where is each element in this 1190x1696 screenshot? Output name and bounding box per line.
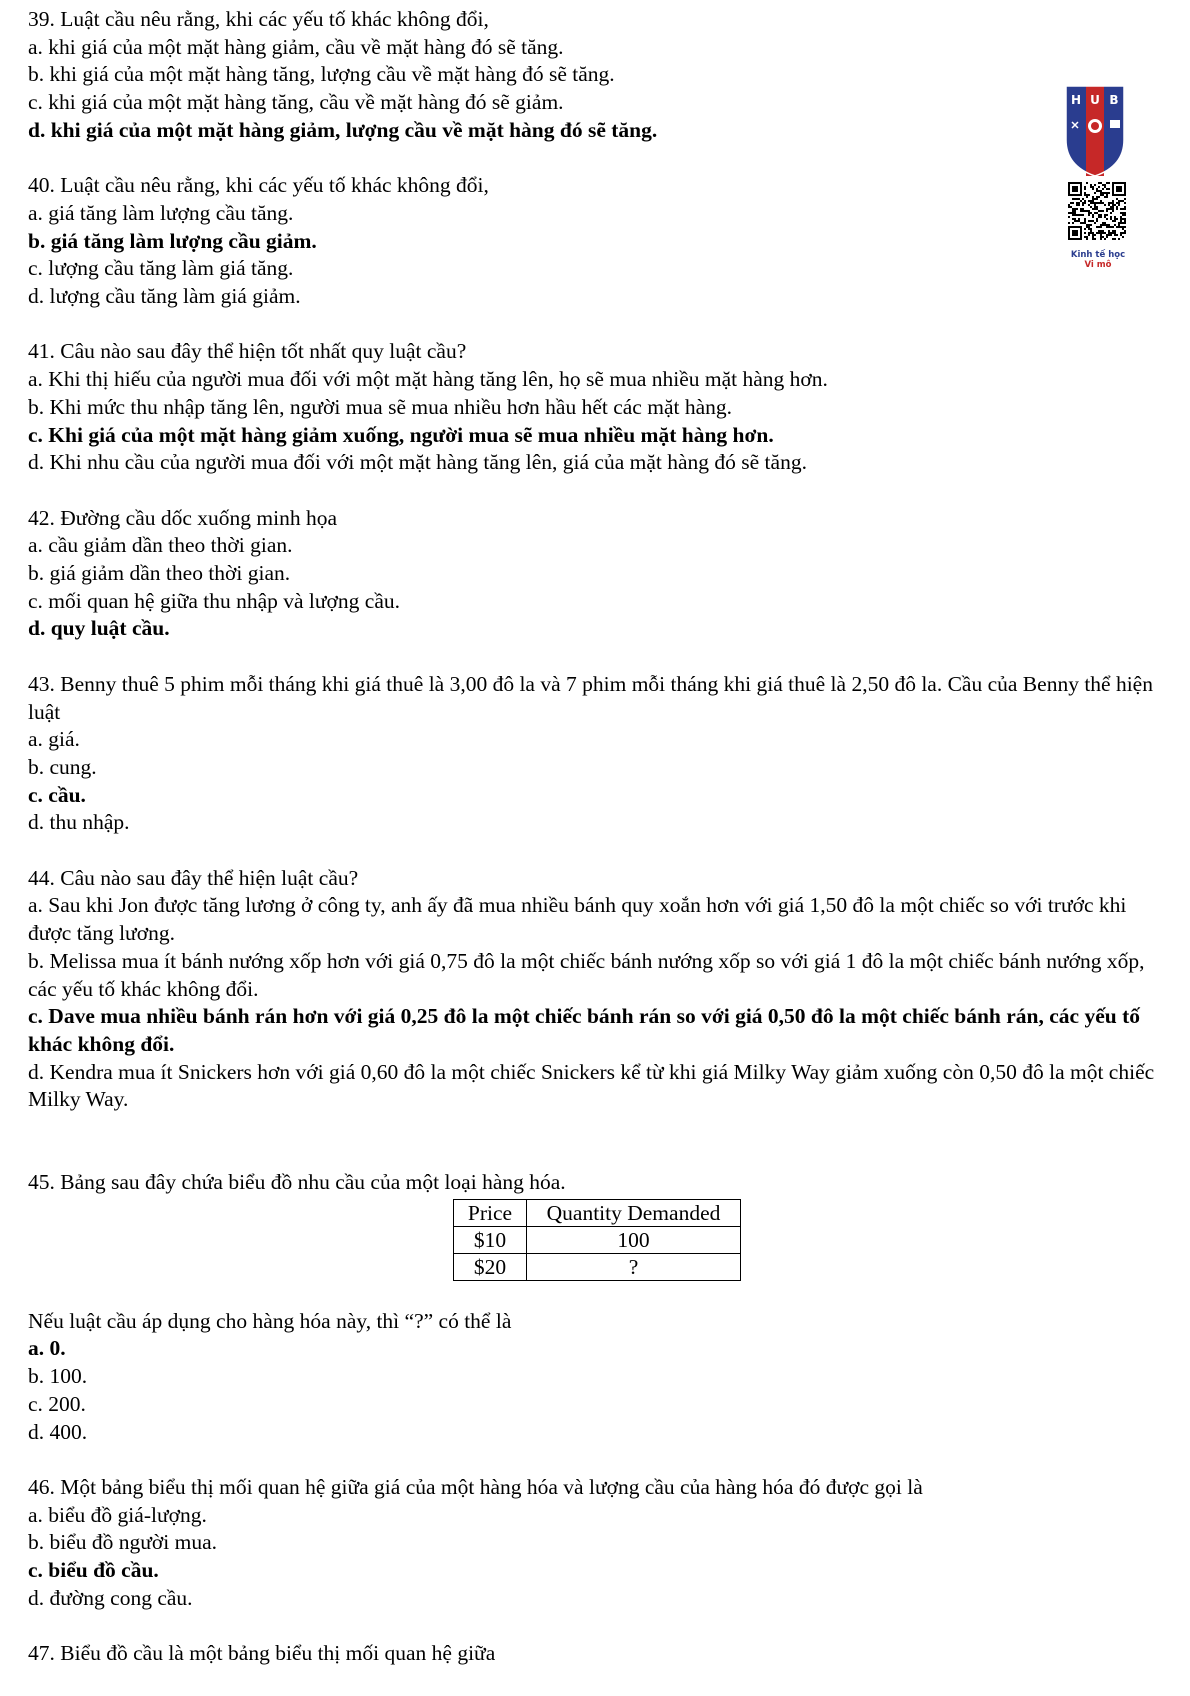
question-stem: 40. Luật cầu nêu rằng, khi các yếu tố khác không đổi,	[28, 173, 489, 198]
option-b: b. Melissa mua ít bánh nướng xốp hơn với giá 0,75 đô la một chiếc bánh nướng xốp so với giá 1 đô la một chiếc bánh nướng xốp, các yếu tố khác không đổi.	[28, 948, 1145, 1001]
question-stem: 42. Đường cầu dốc xuống minh họa	[28, 505, 338, 530]
table-cell-quantity: ?	[527, 1253, 741, 1280]
table-header-row	[454, 1199, 741, 1226]
table-header-quantity: Quantity Demanded	[527, 1199, 741, 1226]
question-41	[28, 338, 1163, 477]
option-a: a. cầu giảm dần theo thời gian.	[28, 533, 293, 558]
question-stem: 47. Biểu đồ cầu là một bảng biểu thị mối quan hệ giữa	[28, 1641, 496, 1666]
option-a: a. giá.	[28, 727, 80, 752]
option-d-answer: d. khi giá của một mặt hàng giảm, lượng cầu về mặt hàng đó sẽ tăng.	[28, 117, 658, 142]
demand-schedule-table	[453, 1199, 741, 1281]
table-header-price: Price	[454, 1199, 527, 1226]
question-42	[28, 505, 1163, 644]
option-c-answer: c. cầu.	[28, 782, 86, 807]
question-stem: 43. Benny thuê 5 phim mỗi tháng khi giá thuê là 3,00 đô la và 7 phim mỗi tháng khi giá thuê là 2,50 đô la. Cầu của Benny thể hiện luật	[28, 671, 1153, 724]
option-b: b. 100.	[28, 1364, 88, 1389]
question-43	[28, 671, 1163, 837]
question-followup: Nếu luật cầu áp dụng cho hàng hóa này, thì “?” có thể là	[28, 1308, 512, 1333]
question-stem: 41. Câu nào sau đây thể hiện tốt nhất quy luật cầu?	[28, 339, 467, 364]
table-row	[454, 1253, 741, 1280]
badge-caption-line2: Vi mô	[1084, 260, 1112, 270]
question-stem: 39. Luật cầu nêu rằng, khi các yếu tố khác không đổi,	[28, 7, 489, 31]
table-cell-quantity: 100	[527, 1226, 741, 1253]
badge-letter-h: H	[1070, 93, 1082, 107]
option-a-answer: a. 0.	[28, 1336, 66, 1361]
option-d: d. đường cong cầu.	[28, 1585, 193, 1610]
option-d-answer: d. quy luật cầu.	[28, 616, 170, 641]
option-b: b. giá giảm dần theo thời gian.	[28, 561, 291, 586]
option-a: a. giá tăng làm lượng cầu tăng.	[28, 200, 294, 225]
badge-letter-u: U	[1090, 93, 1100, 107]
question-stem: 46. Một bảng biểu thị mối quan hệ giữa giá của một hàng hóa và lượng cầu của hàng hóa đó được gọi là	[28, 1474, 923, 1499]
question-39	[28, 6, 1163, 145]
option-c-answer: c. biểu đồ cầu.	[28, 1558, 159, 1583]
option-c: c. 200.	[28, 1391, 86, 1416]
option-d: d. 400.	[28, 1419, 88, 1444]
question-40	[28, 172, 1163, 311]
option-b: b. khi giá của một mặt hàng tăng, lượng cầu về mặt hàng đó sẽ tăng.	[28, 62, 615, 87]
option-c: c. khi giá của một mặt hàng tăng, cầu về mặt hàng đó sẽ giảm.	[28, 90, 564, 115]
question-document	[28, 6, 1163, 1696]
badge-letter-b: B	[1109, 93, 1119, 107]
table-cell-price: $10	[454, 1226, 527, 1253]
question-44	[28, 865, 1163, 1114]
option-d: d. Kendra mua ít Snickers hơn với giá 0,60 đô la một chiếc Snickers kể từ khi giá Milky Way giảm xuống còn 0,50 đô la một chiếc Milky Way.	[28, 1059, 1155, 1112]
table-cell-price: $20	[454, 1253, 527, 1280]
badge-caption-line1: Kinh tế học	[1070, 250, 1126, 260]
option-a: a. Sau khi Jon được tăng lương ở công ty, anh ấy đã mua nhiều bánh quy xoắn hơn với giá 1,50 đô la một chiếc so với trước khi được tăng lương.	[28, 893, 1127, 946]
question-stem: 45. Bảng sau đây chứa biểu đồ nhu cầu của một loại hàng hóa.	[28, 1170, 566, 1195]
option-d: d. lượng cầu tăng làm giá giảm.	[28, 284, 301, 309]
option-c: c. mối quan hệ giữa thu nhập và lượng cầu.	[28, 588, 401, 613]
option-c: c. lượng cầu tăng làm giá tăng.	[28, 256, 294, 281]
option-b: b. Khi mức thu nhập tăng lên, người mua sẽ mua nhiều hơn hầu hết các mặt hàng.	[28, 394, 733, 419]
option-d: d. Khi nhu cầu của người mua đối với một mặt hàng tăng lên, giá của mặt hàng đó sẽ tăng.	[28, 450, 807, 475]
question-45	[28, 1169, 1163, 1446]
question-stem: 44. Câu nào sau đây thể hiện luật cầu?	[28, 865, 359, 890]
option-c-answer: c. Dave mua nhiều bánh rán hơn với giá 0,25 đô la một chiếc bánh rán so với giá 0,50 đô la một chiếc bánh rán, các yếu tố khác không đổi.	[28, 1004, 1140, 1056]
table-row	[454, 1226, 741, 1253]
option-b: b. biểu đồ người mua.	[28, 1530, 218, 1555]
question-47	[28, 1640, 1163, 1668]
option-a: a. Khi thị hiếu của người mua đối với một mặt hàng tăng lên, họ sẽ mua nhiều mặt hàng hơn.	[28, 367, 828, 392]
option-a: a. biểu đồ giá-lượng.	[28, 1502, 207, 1527]
question-46	[28, 1474, 1163, 1613]
option-c-answer: c. Khi giá của một mặt hàng giảm xuống, người mua sẽ mua nhiều mặt hàng hơn.	[28, 422, 774, 447]
option-d: d. thu nhập.	[28, 810, 130, 835]
option-b-answer: b. giá tăng làm lượng cầu giảm.	[28, 228, 317, 253]
option-b: b. cung.	[28, 754, 97, 779]
option-a: a. khi giá của một mặt hàng giảm, cầu về mặt hàng đó sẽ tăng.	[28, 34, 564, 59]
